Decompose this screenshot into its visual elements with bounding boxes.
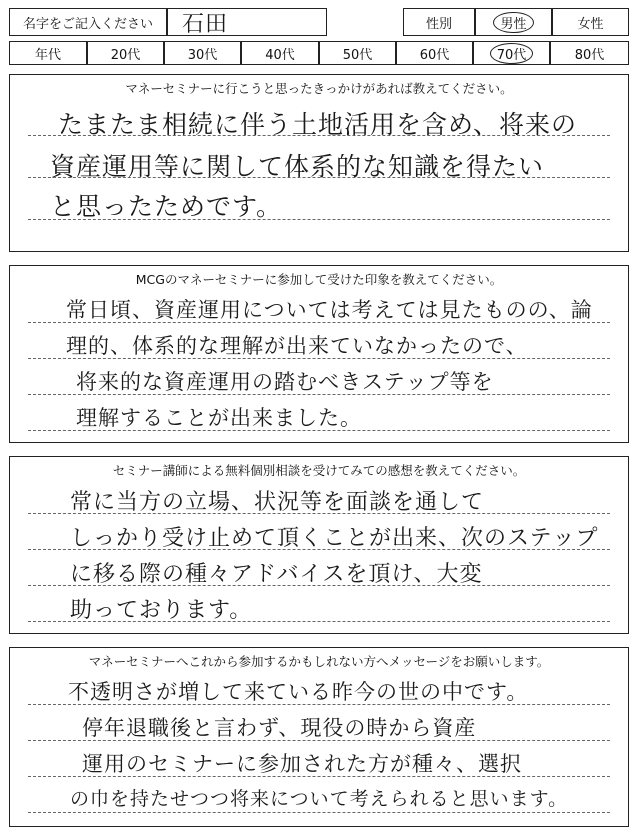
name-label: 名字をご記入ください bbox=[9, 8, 167, 36]
gender-label: 性別 bbox=[403, 8, 475, 36]
age-option-50[interactable]: 50代 bbox=[319, 41, 396, 65]
answer-line: 不透明さが増して来ている昨今の世の中です。 bbox=[68, 680, 529, 704]
section-motivation bbox=[9, 74, 629, 252]
answer-line: 理的、体系的な理解が出来ていなかったので、 bbox=[66, 334, 528, 358]
answer-line: と思ったためです。 bbox=[50, 192, 283, 221]
answer-line: 助っております。 bbox=[70, 598, 253, 623]
name-gender-row bbox=[9, 8, 629, 36]
question-motivation: マネーセミナーに行こうと思ったきっかけがあれば教えてください。 bbox=[125, 81, 513, 96]
answer-line: たまたま相続に伴う土地活用を含め、将来の bbox=[58, 110, 578, 139]
age-row bbox=[9, 41, 629, 65]
answer-line: 常に当方の立場、状況等を面談を通して bbox=[70, 490, 485, 515]
answer-line: 資産運用等に関して体系的な知識を得たい bbox=[50, 152, 545, 181]
question-message: マネーセミナーへこれから参加するかもしれない方へメッセージをお願いします。 bbox=[88, 654, 550, 669]
answer-line: 停年退職後と言わず、現役の時から資産 bbox=[82, 716, 477, 740]
age-label: 年代 bbox=[9, 41, 87, 65]
answer-line: 理解することが出来ました。 bbox=[76, 406, 362, 430]
question-impression: MCGのマネーセミナーに参加して受けた印象を教えてください。 bbox=[135, 272, 503, 287]
age-option-70[interactable] bbox=[473, 41, 550, 65]
section-consultation bbox=[9, 456, 629, 634]
gender-male-label: 男性 bbox=[493, 12, 533, 33]
age-option-80[interactable]: 80代 bbox=[550, 41, 629, 65]
age-option-60[interactable]: 60代 bbox=[396, 41, 473, 65]
gender-female-option[interactable]: 女性 bbox=[552, 8, 629, 36]
section-message bbox=[9, 647, 629, 827]
answer-line: に移る際の種々アドバイスを頂け、大変 bbox=[70, 562, 483, 587]
answer-line: しっかり受け止めて頂くことが出来、次のステップ bbox=[70, 526, 599, 551]
age-option-40[interactable]: 40代 bbox=[241, 41, 319, 65]
age-selected-label: 70代 bbox=[490, 43, 534, 64]
age-option-30[interactable]: 30代 bbox=[164, 41, 241, 65]
answer-line: 運用のセミナーに参加された方が種々、選択 bbox=[82, 752, 522, 776]
name-field[interactable]: 石田 bbox=[167, 8, 327, 36]
answer-line: 将来的な資産運用の踏むべきステップ等を bbox=[76, 370, 494, 394]
rule-line bbox=[28, 812, 610, 813]
question-consultation: セミナー講師による無料個別相談を受けてみての感想を教えてください。 bbox=[112, 463, 526, 478]
gender-male-option[interactable] bbox=[475, 8, 552, 36]
age-option-20[interactable]: 20代 bbox=[87, 41, 164, 65]
section-impression bbox=[9, 265, 629, 443]
answer-line: 常日頃、資産運用については考えては見たものの、論 bbox=[66, 298, 593, 322]
answer-line: の巾を持たせつつ将来について考えられると思います。 bbox=[70, 788, 569, 810]
